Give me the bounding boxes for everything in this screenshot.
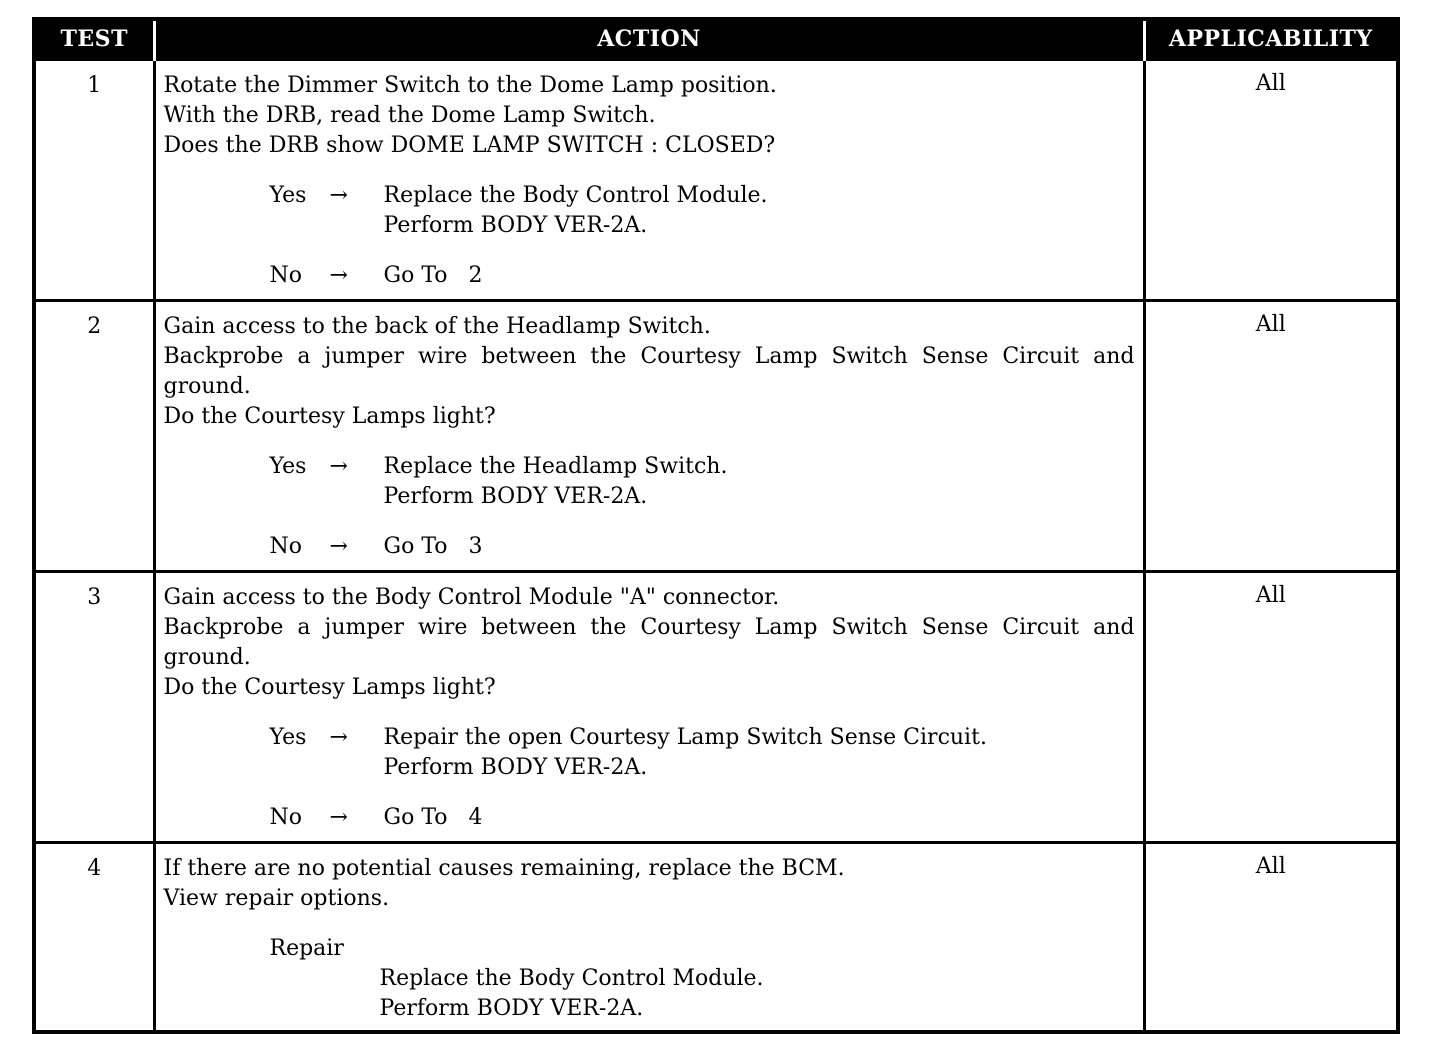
test-table bbox=[36, 21, 1396, 1030]
diagnostic-test-table bbox=[32, 17, 1400, 1034]
arrow-icon: → bbox=[329, 724, 348, 750]
yes-result-line: Perform BODY VER-2A. bbox=[383, 483, 648, 509]
arrow-icon: → bbox=[329, 453, 348, 479]
applicability-value: All bbox=[1144, 571, 1396, 842]
yes-result-line: Repair the open Courtesy Lamp Switch Sense Circuit. bbox=[383, 724, 987, 750]
no-label: No bbox=[269, 533, 302, 559]
no-branch bbox=[270, 803, 1135, 833]
yes-label: Yes bbox=[269, 724, 307, 750]
repair-branch bbox=[270, 934, 1135, 1024]
arrow-icon: → bbox=[329, 533, 348, 559]
action-line: Do the Courtesy Lamps light? bbox=[163, 674, 496, 700]
action-line: Rotate the Dimmer Switch to the Dome Lamp position. bbox=[163, 72, 777, 98]
yes-branch bbox=[270, 723, 1135, 783]
test-number: 2 bbox=[36, 300, 154, 571]
no-result: Go To 3 bbox=[383, 533, 483, 559]
yes-result-line: Replace the Headlamp Switch. bbox=[383, 453, 728, 479]
header-test: TEST bbox=[60, 26, 128, 53]
no-label: No bbox=[269, 262, 302, 288]
repair-label: Repair bbox=[269, 935, 344, 961]
yes-result-line: Perform BODY VER-2A. bbox=[383, 212, 648, 238]
header-row bbox=[36, 21, 1396, 59]
repair-result-line: Replace the Body Control Module. bbox=[379, 965, 764, 991]
table-row bbox=[36, 571, 1396, 842]
arrow-icon: → bbox=[329, 262, 348, 288]
table-row bbox=[36, 300, 1396, 571]
no-result: Go To 4 bbox=[383, 804, 483, 830]
yes-branch bbox=[270, 452, 1135, 512]
action-cell bbox=[154, 842, 1144, 1030]
header-applicability: APPLICABILITY bbox=[1144, 21, 1396, 59]
applicability-value: All bbox=[1144, 59, 1396, 300]
yes-branch bbox=[270, 181, 1135, 241]
no-label: No bbox=[269, 804, 302, 830]
no-branch bbox=[270, 261, 1135, 291]
yes-result-line: Replace the Body Control Module. bbox=[383, 182, 768, 208]
action-line: Does the DRB show DOME LAMP SWITCH : CLOSED? bbox=[163, 132, 776, 158]
test-number: 4 bbox=[36, 842, 154, 1030]
yes-label: Yes bbox=[269, 453, 307, 479]
action-cell bbox=[154, 571, 1144, 842]
table-row bbox=[36, 59, 1396, 300]
arrow-icon: → bbox=[329, 182, 348, 208]
test-number: 1 bbox=[36, 59, 154, 300]
no-branch bbox=[270, 532, 1135, 562]
applicability-value: All bbox=[1144, 842, 1396, 1030]
action-line: If there are no potential causes remaining, replace the BCM. bbox=[163, 855, 845, 881]
action-line: View repair options. bbox=[163, 885, 390, 911]
repair-result-line: Perform BODY VER-2A. bbox=[379, 995, 644, 1021]
yes-result-line: Perform BODY VER-2A. bbox=[383, 754, 648, 780]
action-line: Gain access to the back of the Headlamp Switch. bbox=[163, 313, 711, 339]
action-line: Gain access to the Body Control Module "A" connector. bbox=[163, 584, 780, 610]
test-number: 3 bbox=[36, 571, 154, 842]
header-action: ACTION bbox=[154, 21, 1144, 59]
action-line: Do the Courtesy Lamps light? bbox=[163, 403, 496, 429]
action-line: Backprobe a jumper wire between the Courtesy Lamp Switch Sense Circuit and ground. bbox=[163, 343, 1135, 399]
action-cell bbox=[154, 59, 1144, 300]
arrow-icon: → bbox=[329, 804, 348, 830]
no-result: Go To 2 bbox=[383, 262, 483, 288]
action-line: Backprobe a jumper wire between the Courtesy Lamp Switch Sense Circuit and ground. bbox=[163, 614, 1135, 670]
yes-label: Yes bbox=[269, 182, 307, 208]
action-cell bbox=[154, 300, 1144, 571]
action-line: With the DRB, read the Dome Lamp Switch. bbox=[163, 102, 656, 128]
applicability-value: All bbox=[1144, 300, 1396, 571]
table-row bbox=[36, 842, 1396, 1030]
